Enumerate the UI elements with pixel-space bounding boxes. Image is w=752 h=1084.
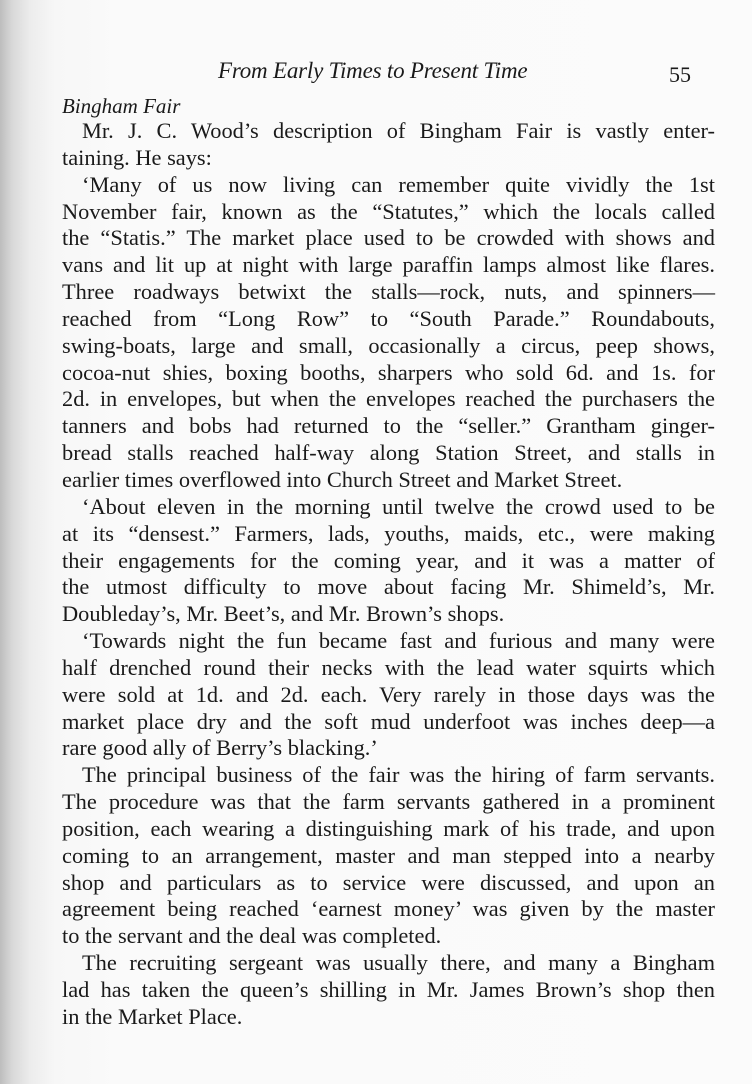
section-heading: Bingham Fair bbox=[62, 94, 181, 118]
text-line: swing-boats, large and small, occasionally a circus, peep shows, bbox=[62, 332, 715, 358]
text-line: ‘Towards night the fun became fast and furious and many were bbox=[82, 628, 715, 654]
text-line: Three roadways betwixt the stalls—rock, nuts, and spinners— bbox=[62, 279, 715, 305]
text-line: rare good ally of Berry’s blacking.’ bbox=[62, 735, 378, 761]
text-line: the utmost difficulty to move about facing Mr. Shimeld’s, Mr. bbox=[62, 574, 715, 600]
text-line: bread stalls reached half-way along Station Street, and stalls in bbox=[62, 440, 715, 466]
paragraph bbox=[62, 172, 715, 494]
text-line: cocoa-nut shies, boxing booths, sharpers who sold 6d. and 1s. for bbox=[62, 359, 715, 385]
text-line: position, each wearing a distinguishing mark of his trade, and upon bbox=[62, 815, 715, 841]
paragraph bbox=[62, 118, 715, 172]
text-line: half drenched round their necks with the lead water squirts which bbox=[62, 654, 715, 680]
paragraph bbox=[62, 628, 715, 762]
text-line: The procedure was that the farm servants gathered in a prominent bbox=[62, 789, 715, 815]
text-line: November fair, known as the “Statutes,” which the locals called bbox=[62, 198, 715, 224]
text-line: ‘Many of us now living can remember quite vividly the 1st bbox=[82, 171, 715, 197]
paragraph bbox=[62, 762, 715, 950]
paragraph bbox=[62, 950, 715, 1031]
text-line: were sold at 1d. and 2d. each. Very rarely in those days was the bbox=[62, 681, 715, 707]
text-line: reached from “Long Row” to “South Parade.” Roundabouts, bbox=[62, 305, 715, 331]
text-line: shop and particulars as to service were discussed, and upon an bbox=[62, 869, 715, 895]
body-text bbox=[62, 118, 715, 1031]
text-line: earlier times overflowed into Church Street and Market Street. bbox=[62, 466, 623, 492]
text-line: in the Market Place. bbox=[62, 1003, 243, 1029]
text-line: their engagements for the coming year, and it was a matter of bbox=[62, 547, 715, 573]
text-line: to the servant and the deal was completed. bbox=[62, 923, 442, 949]
text-line: The recruiting sergeant was usually there, and many a Bingham bbox=[82, 950, 715, 976]
text-line: agreement being reached ‘earnest money’ was given by the master bbox=[62, 896, 715, 922]
text-line: coming to an arrangement, master and man stepped into a nearby bbox=[62, 842, 715, 868]
text-line: The principal business of the fair was the hiring of farm servants. bbox=[82, 762, 715, 788]
text-line: ‘About eleven in the morning until twelve the crowd used to be bbox=[82, 493, 715, 519]
text-line: 2d. in envelopes, but when the envelopes reached the purchasers the bbox=[62, 386, 715, 412]
text-line: at its “densest.” Farmers, lads, youths, maids, etc., were making bbox=[62, 520, 715, 546]
page-number: 55 bbox=[669, 62, 691, 87]
text-line: Mr. J. C. Wood’s description of Bingham Fair is vastly enter- bbox=[82, 118, 715, 143]
text-line: tanners and bobs had returned to the “seller.” Grantham ginger- bbox=[62, 413, 715, 439]
text-line: the “Statis.” The market place used to be crowded with shows and bbox=[62, 225, 715, 251]
paragraph bbox=[62, 494, 715, 628]
text-line: taining. He says: bbox=[62, 144, 212, 170]
text-line: lad has taken the queen’s shilling in Mr. James Brown’s shop then bbox=[62, 977, 715, 1002]
text-line: market place dry and the soft mud underfoot was inches deep—a bbox=[62, 708, 715, 734]
text-line: Doubleday’s, Mr. Beet’s, and Mr. Brown’s shops. bbox=[62, 601, 505, 627]
running-title: From Early Times to Present Time bbox=[218, 58, 528, 83]
text-line: vans and lit up at night with large paraffin lamps almost like flares. bbox=[62, 252, 715, 278]
